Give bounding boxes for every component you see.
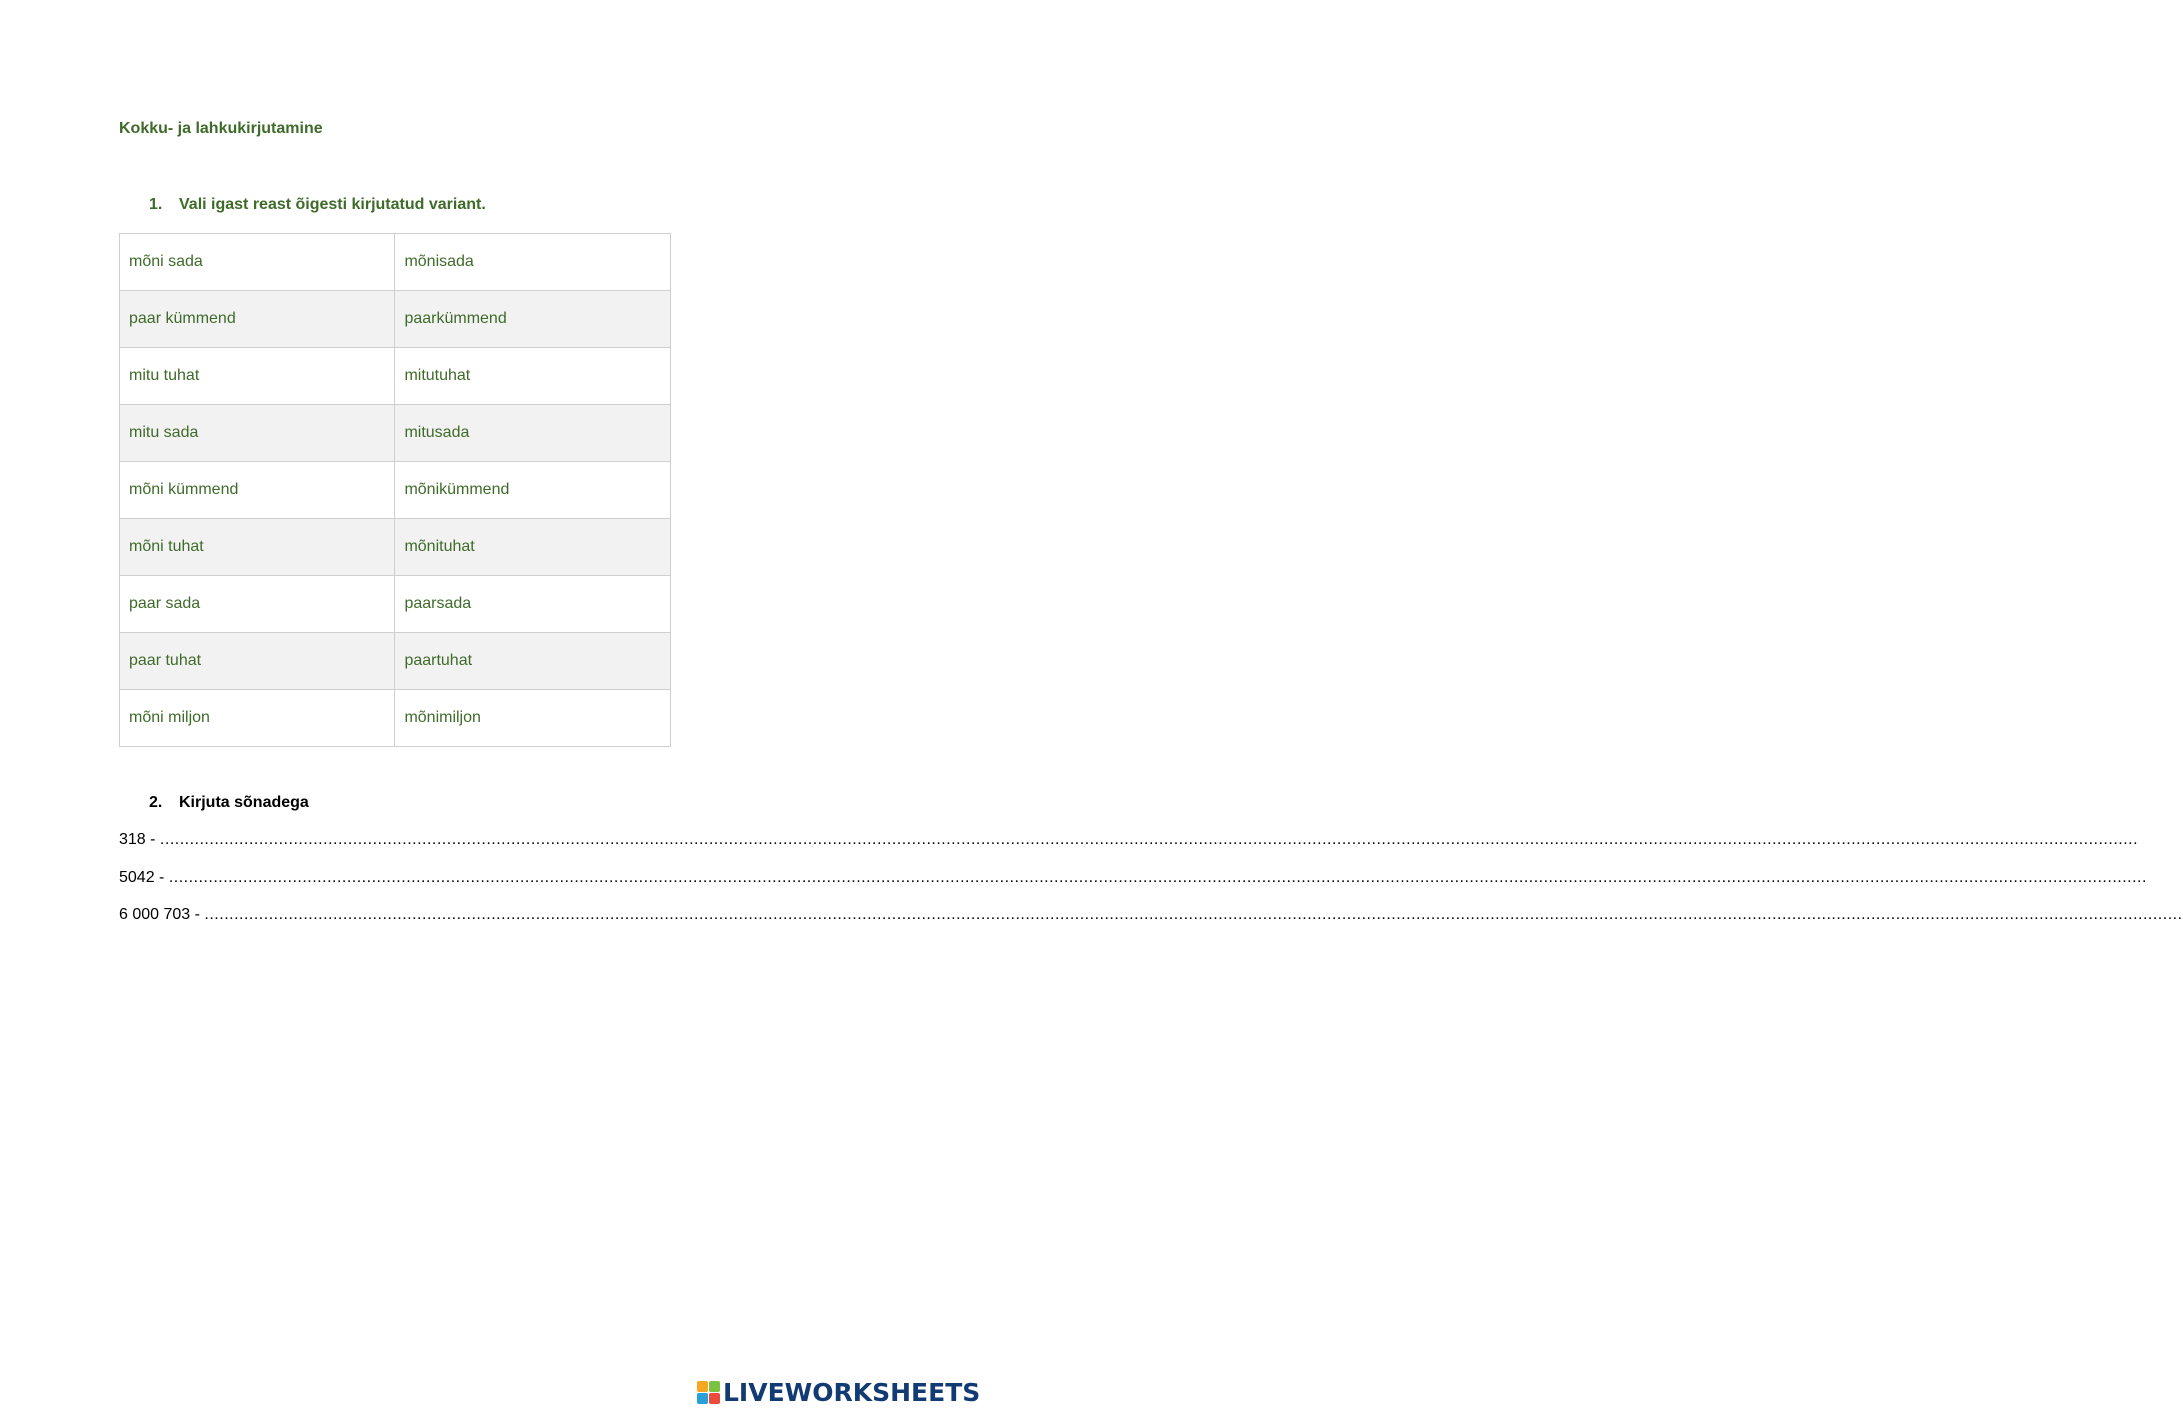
choice-row	[120, 576, 671, 633]
choice-row	[120, 462, 671, 519]
option-separate[interactable]: mitu tuhat	[120, 348, 395, 405]
option-separate[interactable]: paar kümmend	[120, 291, 395, 348]
choice-table	[119, 233, 671, 747]
task2-number: 2.	[149, 794, 163, 811]
answer-blank[interactable]: ................................................................................................................................................................................................................................................................................................................................................................................................................	[159, 831, 2139, 848]
option-separate[interactable]: mõni tuhat	[120, 519, 395, 576]
logo-mark-icon	[697, 1381, 720, 1404]
option-separate[interactable]: mõni miljon	[120, 690, 395, 747]
option-joined[interactable]: mõnisada	[395, 234, 671, 291]
choice-row	[120, 291, 671, 348]
worksheet-title: Kokku- ja lahkukirjutamine	[119, 120, 323, 137]
task1-heading	[149, 196, 486, 214]
choice-row	[120, 348, 671, 405]
choice-row	[120, 519, 671, 576]
option-separate[interactable]: paar tuhat	[120, 633, 395, 690]
answer-line-6000703[interactable]	[119, 906, 2183, 924]
logo-square-icon	[697, 1393, 708, 1404]
option-joined[interactable]: mõnikümmend	[395, 462, 671, 519]
option-joined[interactable]: mõnituhat	[395, 519, 671, 576]
answer-blank[interactable]: ................................................................................................................................................................................................................................................................................................................................................................................................................	[204, 906, 2183, 923]
task2-heading	[149, 794, 309, 812]
option-separate[interactable]: mitu sada	[120, 405, 395, 462]
choice-row	[120, 690, 671, 747]
liveworksheets-logo	[697, 1378, 980, 1407]
answer-label: 5042 -	[119, 869, 169, 886]
answer-blank[interactable]: ................................................................................................................................................................................................................................................................................................................................................................................................................	[168, 869, 2147, 886]
option-joined[interactable]: mitutuhat	[395, 348, 671, 405]
logo-square-icon	[709, 1393, 720, 1404]
choice-row	[120, 234, 671, 291]
option-separate[interactable]: mõni kümmend	[120, 462, 395, 519]
option-joined[interactable]: mõnimiljon	[395, 690, 671, 747]
task1-instruction: Vali igast reast õigesti kirjutatud variant.	[179, 196, 486, 213]
option-joined[interactable]: mitusada	[395, 405, 671, 462]
answer-line-5042[interactable]	[119, 869, 2147, 887]
logo-square-icon	[697, 1381, 708, 1392]
task1-number: 1.	[149, 196, 163, 213]
logo-square-icon	[709, 1381, 720, 1392]
option-joined[interactable]: paarsada	[395, 576, 671, 633]
choice-row	[120, 633, 671, 690]
option-joined[interactable]: paarkümmend	[395, 291, 671, 348]
logo-text: LIVEWORKSHEETS	[723, 1378, 981, 1407]
option-joined[interactable]: paartuhat	[395, 633, 671, 690]
task2-instruction: Kirjuta sõnadega	[179, 794, 309, 811]
choice-row	[120, 405, 671, 462]
answer-label: 318 -	[119, 831, 160, 848]
answer-label: 6 000 703 -	[119, 906, 205, 923]
option-separate[interactable]: paar sada	[120, 576, 395, 633]
option-separate[interactable]: mõni sada	[120, 234, 395, 291]
answer-line-318[interactable]	[119, 831, 2139, 849]
